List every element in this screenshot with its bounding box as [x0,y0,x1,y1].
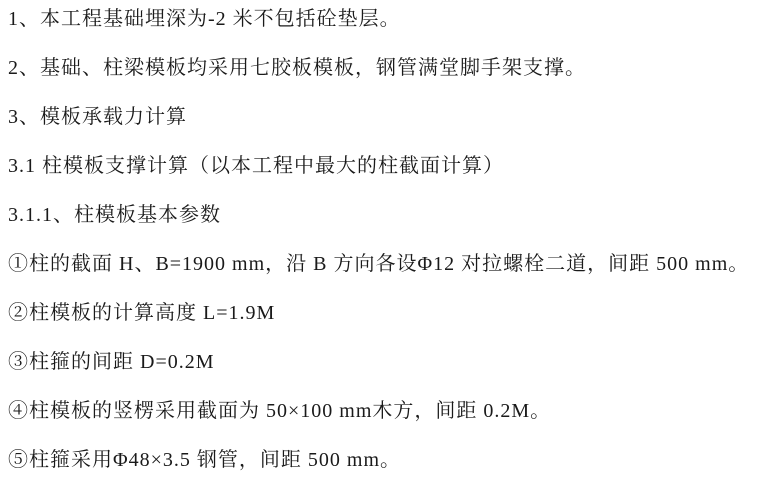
document-line: ③柱箍的间距 D=0.2M [8,351,215,373]
document-line: ④柱模板的竖楞采用截面为 50×100 mm木方，间距 0.2M。 [8,400,552,422]
document-line: 2、基础、柱梁模板均采用七胶板模板，钢管满堂脚手架支撑。 [8,57,586,79]
document-line: 3、模板承载力计算 [8,106,187,128]
document-line: 1、本工程基础埋深为-2 米不包括砼垫层。 [8,8,401,30]
document-line: 3.1 柱模板支撑计算（以本工程中最大的柱截面计算） [8,155,504,177]
document-line: ①柱的截面 H、B=1900 mm，沿 B 方向各设Φ12 对拉螺栓二道，间距 500 mm。 [8,253,750,275]
document-line: ②柱模板的计算高度 L=1.9M [8,302,276,324]
document-line: 3.1.1、柱模板基本参数 [8,204,221,226]
document-line: ⑤柱箍采用Φ48×3.5 钢管，间距 500 mm。 [8,449,402,471]
